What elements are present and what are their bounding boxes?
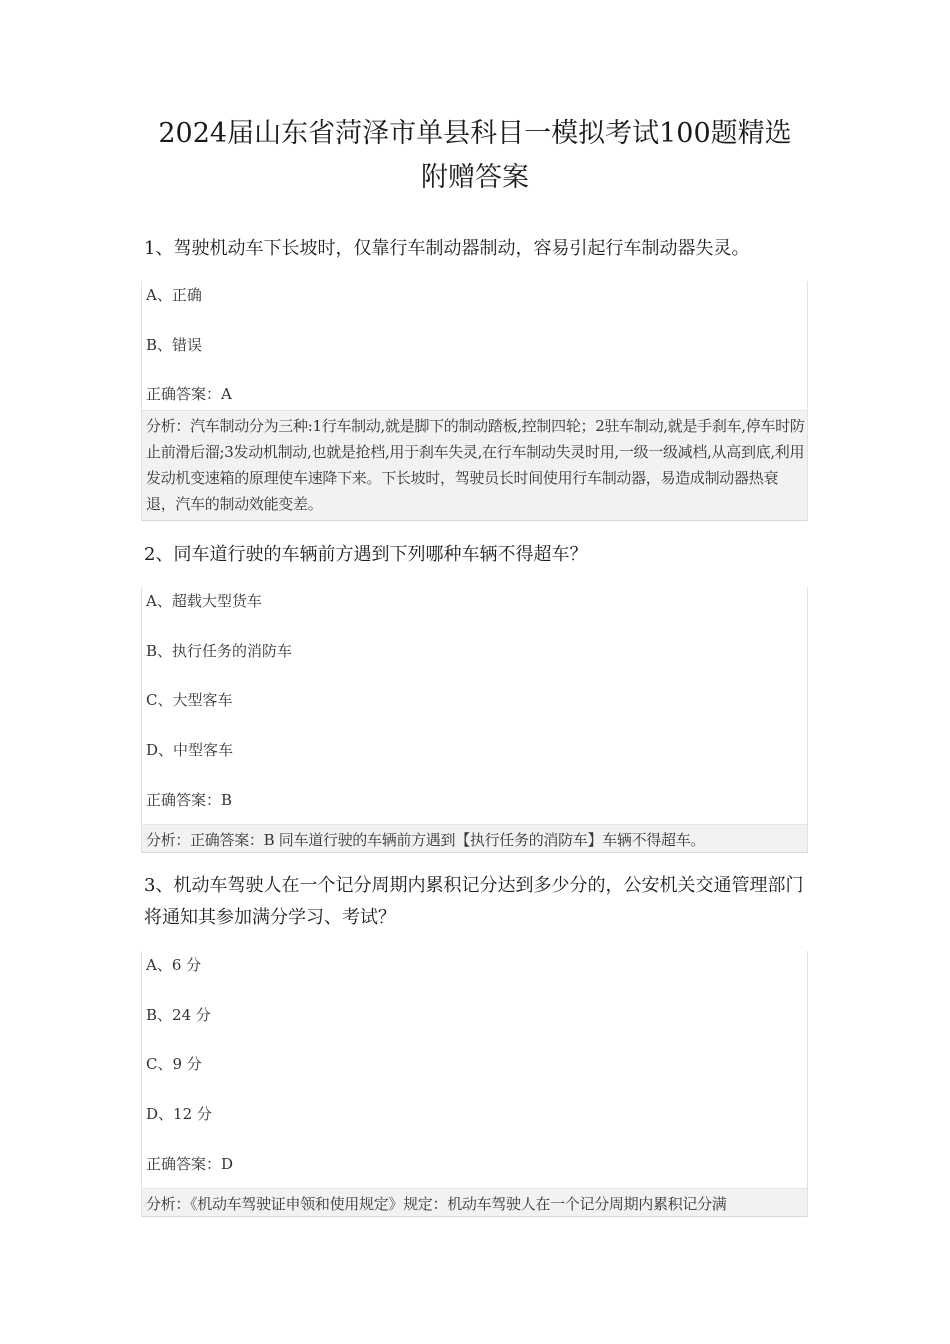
question-2-option-c: C、大型客车 [146,691,233,709]
question-2-option-a: A、超载大型货车 [146,592,262,610]
question-1-options-box [141,281,808,521]
question-3-option-c: C、9 分 [146,1055,202,1073]
question-2-option-b: B、执行任务的消防车 [146,642,293,660]
title-line-2: 附赠答案 [421,162,529,193]
title-line-1: 2024届山东省菏泽市单县科目一模拟考试100题精选 [158,118,792,149]
question-2-answer: 正确答案：B [146,791,233,809]
question-3-answer: 正确答案：D [146,1155,234,1173]
question-1-option-b: B、错误 [146,336,203,354]
question-3-option-b: B、24 分 [146,1006,211,1024]
question-2-options-box [141,587,808,853]
question-3-option-a: A、6 分 [146,956,202,974]
question-2-option-d: D、中型客车 [146,741,234,759]
question-2-text: 2、同车道行驶的车辆前方遇到下列哪种车辆不得超车？ [144,544,588,565]
question-1-text: 1、驾驶机动车下长坡时，仅靠行车制动器制动，容易引起行车制动器失灵。 [144,238,750,259]
document-title [100,112,850,200]
question-3-option-d: D、12 分 [146,1105,212,1123]
question-3-analysis: 分析：《机动车驾驶证申领和使用规定》规定：机动车驾驶人在一个记分周期内累积记分满 [142,1188,807,1216]
question-3-options-box [141,951,808,1217]
question-1-analysis: 分析：汽车制动分为三种:1行车制动,就是脚下的制动踏板,控制四轮；2驻车制动,就是手刹车,停车时防止前滑后溜;3发动机制动,也就是抢档,用于刹车失灵,在行车制动失灵时用,一级一级减档,从高到底,利用发动机变速箱的原理使车速降下来。下长坡时，驾驶员长时间使用行车制动器，易造成制动器热衰退，汽车的制动效能变差。 [142,410,807,520]
question-2-analysis: 分析：正确答案：B 同车道行驶的车辆前方遇到【执行任务的消防车】车辆不得超车。 [142,824,807,852]
question-1-option-a: A、正确 [146,286,202,304]
question-3-text: 3、机动车驾驶人在一个记分周期内累积记分达到多少分的，公安机关交通管理部门将通知其参加满分学习、考试？ [144,875,804,928]
question-1-answer: 正确答案：A [146,385,232,403]
